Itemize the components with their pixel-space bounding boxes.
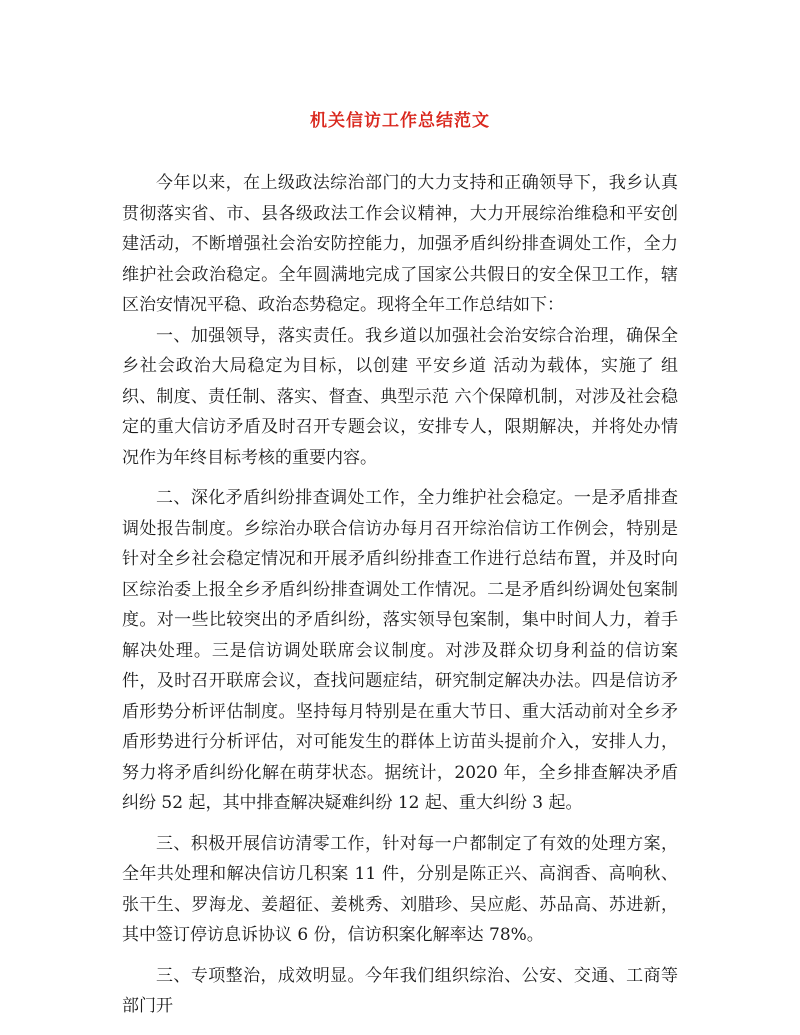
paragraph-intro: 今年以来，在上级政法综治部门的大力支持和正确领导下，我乡认真贯彻落实省、市、县各级政法工作会议精神，大力开展综治维稳和平安创建活动，不断增强社会治安防控能力，加强矛盾纠纷排查调处工作，全力维护社会政治稳定。全年圆满地完成了国家公共假日的安全保卫工作，辖区治安情况平稳、政治态势稳定。现将全年工作总结如下：	[122, 173, 678, 315]
document-title: 机关信访工作总结范文	[310, 111, 490, 131]
paragraph-section-1: 一、加强领导，落实责任。我乡道以加强社会治安综合治理，确保全乡社会政治大局稳定为目标，以创建 平安乡道 活动为载体，实施了 组织、制度、责任制、落实、督查、典型示范 六个保障机制，对涉及社会稳定的重大信访矛盾及时召开专题会议，安排专人，限期解决，并将处办情况作为年终目标考核的重要内容。	[122, 325, 678, 468]
paragraph-section-4: 三、专项整治，成效明显。今年我们组织综治、公安、交通、工商等部门开	[122, 965, 678, 1016]
document-body	[122, 168, 678, 1022]
paragraph-section-3: 三、积极开展信访清零工作，针对每一户都制定了有效的处理方案，全年共处理和解决信访几积案 11 件，分别是陈正兴、高润香、高响秋、张干生、罗海龙、姜超征、姜桃秀、刘腊珍、吴应彪、苏品高、苏进新，其中签订停访息诉协议 6 份，信访积案化解率达 78%。	[122, 833, 678, 945]
paragraph-section-2: 二、深化矛盾纠纷排查调处工作，全力维护社会稳定。一是矛盾排查调处报告制度。乡综治办联合信访办每月召开综治信访工作例会，特别是针对全乡社会稳定情况和开展矛盾纠纷排查工作进行总结布置，并及时向区综治委上报全乡矛盾纠纷排查调处工作情况。二是矛盾纠纷调处包案制度。对一些比较突出的矛盾纠纷，落实领导包案制，集中时间人力，着手解决处理。三是信访调处联席会议制度。对涉及群众切身利益的信访案件，及时召开联席会议，查找问题症结，研究制定解决办法。四是信访矛盾形势分析评估制度。坚持每月特别是在重大节日、重大活动前对全乡矛盾形势进行分析评估，对可能发生的群体上访苗头提前介入，安排人力，努力将矛盾纠纷化解在萌芽状态。据统计，2020 年，全乡排查解决矛盾纠纷 52 起，其中排查解决疑难纠纷 12 起、重大纠纷 3 起。	[122, 488, 678, 813]
